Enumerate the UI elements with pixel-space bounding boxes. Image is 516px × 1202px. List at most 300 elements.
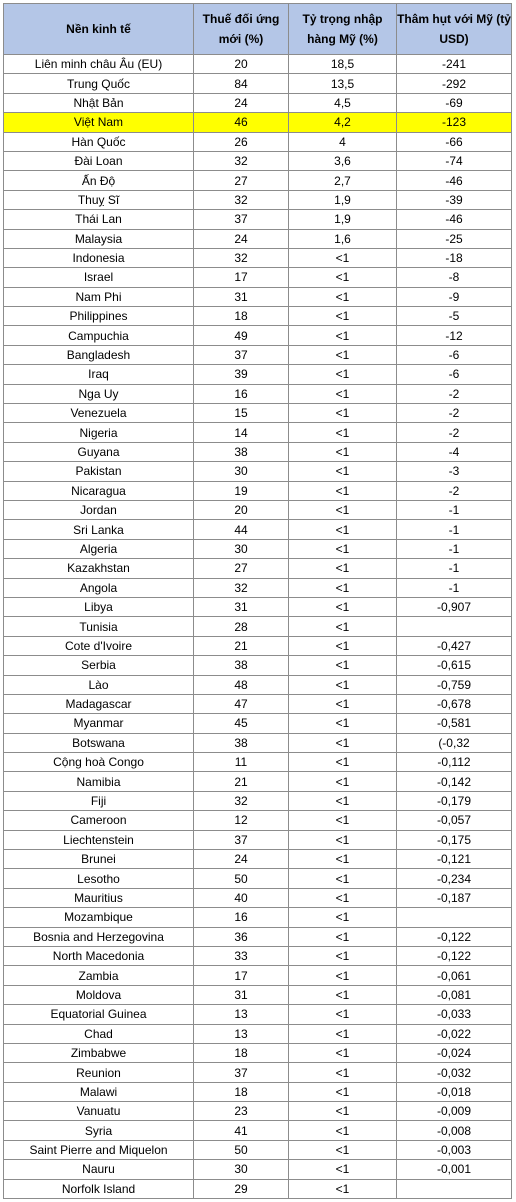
cell-economy: Serbia (4, 656, 194, 675)
cell-economy: Việt Nam (4, 113, 194, 132)
table-row (4, 656, 512, 675)
cell-tariff: 48 (194, 675, 289, 694)
cell-tariff: 45 (194, 714, 289, 733)
cell-economy: Lesotho (4, 869, 194, 888)
cell-tariff: 29 (194, 1179, 289, 1198)
cell-tariff: 38 (194, 442, 289, 461)
cell-import-share: <1 (289, 675, 397, 694)
cell-import-share: <1 (289, 1005, 397, 1024)
table-row (4, 1043, 512, 1062)
cell-deficit: -46 (397, 171, 512, 190)
cell-tariff: 30 (194, 462, 289, 481)
table-row (4, 539, 512, 558)
cell-economy: Cộng hoà Congo (4, 753, 194, 772)
cell-economy: Tunisia (4, 617, 194, 636)
table-row (4, 927, 512, 946)
cell-economy: Brunei (4, 850, 194, 869)
table-row (4, 636, 512, 655)
cell-deficit: -0,907 (397, 597, 512, 616)
cell-import-share: <1 (289, 539, 397, 558)
table-row (4, 210, 512, 229)
cell-deficit: -0,024 (397, 1043, 512, 1062)
cell-tariff: 32 (194, 578, 289, 597)
cell-deficit: -0,009 (397, 1102, 512, 1121)
cell-economy: Nauru (4, 1160, 194, 1179)
cell-import-share: <1 (289, 597, 397, 616)
cell-deficit: -0,678 (397, 694, 512, 713)
table-row (4, 811, 512, 830)
cell-economy: Myanmar (4, 714, 194, 733)
cell-deficit: -2 (397, 481, 512, 500)
cell-deficit: -39 (397, 190, 512, 209)
cell-tariff: 44 (194, 520, 289, 539)
cell-import-share: 4 (289, 132, 397, 151)
cell-economy: Israel (4, 268, 194, 287)
cell-economy: Kazakhstan (4, 559, 194, 578)
cell-deficit: -9 (397, 287, 512, 306)
cell-deficit: -123 (397, 113, 512, 132)
table-row (4, 1140, 512, 1159)
cell-import-share: <1 (289, 985, 397, 1004)
table-row (4, 132, 512, 151)
cell-import-share: <1 (289, 1024, 397, 1043)
cell-tariff: 33 (194, 946, 289, 965)
cell-economy: Nhật Bản (4, 93, 194, 112)
table-row (4, 753, 512, 772)
cell-import-share: <1 (289, 520, 397, 539)
cell-economy: Jordan (4, 500, 194, 519)
table-row (4, 772, 512, 791)
cell-economy: Madagascar (4, 694, 194, 713)
table-row (4, 850, 512, 869)
cell-deficit: -2 (397, 384, 512, 403)
cell-import-share: <1 (289, 1179, 397, 1198)
cell-deficit: -1 (397, 539, 512, 558)
cell-economy: Pakistan (4, 462, 194, 481)
cell-tariff: 32 (194, 791, 289, 810)
cell-economy: Chad (4, 1024, 194, 1043)
cell-economy: Nigeria (4, 423, 194, 442)
table-row (4, 229, 512, 248)
cell-tariff: 24 (194, 229, 289, 248)
cell-tariff: 38 (194, 656, 289, 675)
cell-import-share: <1 (289, 772, 397, 791)
cell-economy: Thuỵ Sĩ (4, 190, 194, 209)
cell-deficit: -8 (397, 268, 512, 287)
cell-tariff: 32 (194, 190, 289, 209)
cell-deficit: -241 (397, 55, 512, 74)
cell-tariff: 50 (194, 1140, 289, 1159)
cell-tariff: 21 (194, 636, 289, 655)
cell-tariff: 32 (194, 151, 289, 170)
cell-import-share: 18,5 (289, 55, 397, 74)
cell-tariff: 20 (194, 55, 289, 74)
header-tariff: Thuế đối ứng mới (%) (194, 4, 289, 55)
cell-import-share: <1 (289, 1102, 397, 1121)
table-row (4, 946, 512, 965)
cell-deficit: -0,615 (397, 656, 512, 675)
cell-economy: Ấn Độ (4, 171, 194, 190)
cell-deficit: -0,175 (397, 830, 512, 849)
cell-tariff: 26 (194, 132, 289, 151)
cell-economy: Cameroon (4, 811, 194, 830)
cell-deficit: -0,001 (397, 1160, 512, 1179)
cell-import-share: <1 (289, 927, 397, 946)
cell-economy: Philippines (4, 307, 194, 326)
table-row (4, 1063, 512, 1082)
table-row (4, 675, 512, 694)
table-row (4, 442, 512, 461)
table-row (4, 908, 512, 927)
cell-import-share: <1 (289, 869, 397, 888)
cell-import-share: <1 (289, 287, 397, 306)
cell-tariff: 17 (194, 268, 289, 287)
cell-tariff: 27 (194, 559, 289, 578)
cell-import-share: 4,5 (289, 93, 397, 112)
cell-tariff: 41 (194, 1121, 289, 1140)
cell-import-share: <1 (289, 733, 397, 752)
cell-deficit: -0,427 (397, 636, 512, 655)
cell-tariff: 46 (194, 113, 289, 132)
table-row (4, 74, 512, 93)
cell-deficit: -2 (397, 404, 512, 423)
cell-import-share: <1 (289, 1063, 397, 1082)
cell-import-share: <1 (289, 326, 397, 345)
cell-economy: Libya (4, 597, 194, 616)
cell-economy: Malaysia (4, 229, 194, 248)
cell-tariff: 37 (194, 830, 289, 849)
cell-import-share: <1 (289, 753, 397, 772)
table-row (4, 559, 512, 578)
cell-import-share: <1 (289, 791, 397, 810)
cell-economy: Fiji (4, 791, 194, 810)
cell-tariff: 21 (194, 772, 289, 791)
cell-import-share: <1 (289, 1160, 397, 1179)
table-row (4, 345, 512, 364)
table-row (4, 869, 512, 888)
cell-tariff: 24 (194, 850, 289, 869)
cell-deficit: -0,061 (397, 966, 512, 985)
cell-import-share: <1 (289, 384, 397, 403)
cell-economy: Mozambique (4, 908, 194, 927)
table-header (4, 4, 512, 55)
cell-import-share: <1 (289, 268, 397, 287)
cell-deficit: -12 (397, 326, 512, 345)
cell-deficit: -0,033 (397, 1005, 512, 1024)
cell-economy: Trung Quốc (4, 74, 194, 93)
cell-tariff: 23 (194, 1102, 289, 1121)
cell-tariff: 24 (194, 93, 289, 112)
table-row (4, 694, 512, 713)
table-row (4, 287, 512, 306)
cell-economy: Vanuatu (4, 1102, 194, 1121)
tariff-table (3, 3, 512, 1199)
cell-economy: Algeria (4, 539, 194, 558)
cell-import-share: <1 (289, 694, 397, 713)
cell-economy: Syria (4, 1121, 194, 1140)
table-row (4, 1121, 512, 1140)
cell-tariff: 13 (194, 1024, 289, 1043)
table-row (4, 55, 512, 74)
cell-import-share: 3,6 (289, 151, 397, 170)
table-body (4, 55, 512, 1199)
cell-economy: Hàn Quốc (4, 132, 194, 151)
cell-economy: Norfolk Island (4, 1179, 194, 1198)
cell-economy: Liechtenstein (4, 830, 194, 849)
cell-deficit: -0,081 (397, 985, 512, 1004)
cell-tariff: 84 (194, 74, 289, 93)
table-row (4, 830, 512, 849)
cell-import-share: <1 (289, 908, 397, 927)
table-row (4, 171, 512, 190)
cell-deficit (397, 1179, 512, 1198)
cell-tariff: 28 (194, 617, 289, 636)
cell-import-share: <1 (289, 500, 397, 519)
table-row (4, 113, 512, 132)
cell-economy: Mauritius (4, 888, 194, 907)
cell-deficit: -0,234 (397, 869, 512, 888)
cell-import-share: <1 (289, 656, 397, 675)
cell-tariff: 16 (194, 908, 289, 927)
table-row (4, 268, 512, 287)
cell-economy: Thái Lan (4, 210, 194, 229)
cell-deficit: -1 (397, 578, 512, 597)
cell-deficit (397, 908, 512, 927)
cell-deficit: -0,122 (397, 927, 512, 946)
cell-import-share: <1 (289, 966, 397, 985)
cell-import-share: <1 (289, 559, 397, 578)
table-row (4, 151, 512, 170)
table-row (4, 307, 512, 326)
cell-import-share: 1,9 (289, 210, 397, 229)
table-row (4, 190, 512, 209)
cell-deficit: -1 (397, 520, 512, 539)
cell-import-share: <1 (289, 811, 397, 830)
cell-economy: Nicaragua (4, 481, 194, 500)
cell-economy: Guyana (4, 442, 194, 461)
cell-import-share: <1 (289, 850, 397, 869)
cell-economy: Bosnia and Herzegovina (4, 927, 194, 946)
cell-tariff: 37 (194, 210, 289, 229)
cell-import-share: <1 (289, 442, 397, 461)
cell-tariff: 18 (194, 307, 289, 326)
cell-economy: Botswana (4, 733, 194, 752)
cell-import-share: <1 (289, 307, 397, 326)
cell-import-share: <1 (289, 462, 397, 481)
cell-import-share: <1 (289, 617, 397, 636)
table-row (4, 985, 512, 1004)
cell-deficit: -4 (397, 442, 512, 461)
cell-deficit: -25 (397, 229, 512, 248)
cell-tariff: 19 (194, 481, 289, 500)
cell-tariff: 39 (194, 365, 289, 384)
table-row (4, 462, 512, 481)
cell-economy: Zimbabwe (4, 1043, 194, 1062)
cell-economy: Nga Uy (4, 384, 194, 403)
header-deficit: Thâm hụt với Mỹ (tỷ USD) (397, 4, 512, 55)
cell-tariff: 37 (194, 1063, 289, 1082)
cell-tariff: 31 (194, 985, 289, 1004)
cell-deficit: -0,032 (397, 1063, 512, 1082)
cell-deficit: -2 (397, 423, 512, 442)
header-import-share: Tỷ trọng nhập hàng Mỹ (%) (289, 4, 397, 55)
cell-deficit: -46 (397, 210, 512, 229)
cell-economy: Zambia (4, 966, 194, 985)
cell-import-share: <1 (289, 248, 397, 267)
table-row (4, 93, 512, 112)
cell-import-share: 4,2 (289, 113, 397, 132)
cell-economy: Bangladesh (4, 345, 194, 364)
cell-deficit: (-0,32 (397, 733, 512, 752)
cell-tariff: 38 (194, 733, 289, 752)
cell-tariff: 30 (194, 539, 289, 558)
cell-tariff: 11 (194, 753, 289, 772)
cell-deficit: -0,187 (397, 888, 512, 907)
table-row (4, 1102, 512, 1121)
cell-tariff: 30 (194, 1160, 289, 1179)
cell-tariff: 14 (194, 423, 289, 442)
cell-economy: Đài Loan (4, 151, 194, 170)
cell-tariff: 13 (194, 1005, 289, 1024)
cell-deficit: -66 (397, 132, 512, 151)
cell-import-share: <1 (289, 404, 397, 423)
cell-economy: Venezuela (4, 404, 194, 423)
cell-tariff: 12 (194, 811, 289, 830)
cell-economy: Moldova (4, 985, 194, 1004)
cell-tariff: 20 (194, 500, 289, 519)
table-row (4, 481, 512, 500)
cell-economy: Nam Phi (4, 287, 194, 306)
cell-import-share: <1 (289, 1082, 397, 1101)
table-row (4, 1160, 512, 1179)
cell-economy: Reunion (4, 1063, 194, 1082)
cell-tariff: 49 (194, 326, 289, 345)
cell-import-share: <1 (289, 1121, 397, 1140)
cell-deficit: -0,759 (397, 675, 512, 694)
cell-economy: Liên minh châu Âu (EU) (4, 55, 194, 74)
cell-tariff: 18 (194, 1043, 289, 1062)
cell-import-share: 1,9 (289, 190, 397, 209)
cell-tariff: 36 (194, 927, 289, 946)
cell-economy: Sri Lanka (4, 520, 194, 539)
table-row (4, 365, 512, 384)
cell-deficit: -0,581 (397, 714, 512, 733)
cell-deficit: -0,122 (397, 946, 512, 965)
cell-deficit: -0,018 (397, 1082, 512, 1101)
cell-import-share: <1 (289, 481, 397, 500)
cell-tariff: 40 (194, 888, 289, 907)
cell-economy: Angola (4, 578, 194, 597)
cell-tariff: 31 (194, 287, 289, 306)
cell-import-share: 2,7 (289, 171, 397, 190)
cell-economy: Malawi (4, 1082, 194, 1101)
cell-economy: Campuchia (4, 326, 194, 345)
cell-economy: Equatorial Guinea (4, 1005, 194, 1024)
cell-deficit (397, 617, 512, 636)
cell-tariff: 31 (194, 597, 289, 616)
table-row (4, 791, 512, 810)
cell-tariff: 47 (194, 694, 289, 713)
cell-import-share: <1 (289, 1140, 397, 1159)
cell-economy: Cote d'Ivoire (4, 636, 194, 655)
table-row (4, 384, 512, 403)
cell-economy: Indonesia (4, 248, 194, 267)
cell-tariff: 15 (194, 404, 289, 423)
table-row (4, 733, 512, 752)
cell-deficit: -0,179 (397, 791, 512, 810)
cell-economy: Namibia (4, 772, 194, 791)
cell-import-share: <1 (289, 636, 397, 655)
cell-import-share: <1 (289, 714, 397, 733)
table-row (4, 404, 512, 423)
cell-deficit: -0,008 (397, 1121, 512, 1140)
cell-import-share: <1 (289, 946, 397, 965)
table-row (4, 248, 512, 267)
cell-tariff: 27 (194, 171, 289, 190)
table-row (4, 520, 512, 539)
cell-tariff: 50 (194, 869, 289, 888)
cell-tariff: 32 (194, 248, 289, 267)
cell-import-share: <1 (289, 423, 397, 442)
cell-tariff: 17 (194, 966, 289, 985)
cell-economy: Saint Pierre and Miquelon (4, 1140, 194, 1159)
cell-import-share: 1,6 (289, 229, 397, 248)
cell-import-share: 13,5 (289, 74, 397, 93)
cell-deficit: -0,142 (397, 772, 512, 791)
cell-deficit: -3 (397, 462, 512, 481)
cell-deficit: -5 (397, 307, 512, 326)
cell-deficit: -0,057 (397, 811, 512, 830)
cell-deficit: -0,003 (397, 1140, 512, 1159)
cell-deficit: -69 (397, 93, 512, 112)
cell-import-share: <1 (289, 1043, 397, 1062)
cell-deficit: -6 (397, 345, 512, 364)
cell-economy: Lào (4, 675, 194, 694)
header-economy: Nền kinh tế (4, 4, 194, 55)
table-row (4, 578, 512, 597)
table-row (4, 1082, 512, 1101)
cell-deficit: -1 (397, 559, 512, 578)
header-row (4, 4, 512, 55)
table-row (4, 617, 512, 636)
cell-deficit: -0,121 (397, 850, 512, 869)
table-row (4, 1179, 512, 1198)
cell-deficit: -0,022 (397, 1024, 512, 1043)
table-row (4, 714, 512, 733)
cell-tariff: 37 (194, 345, 289, 364)
table-row (4, 326, 512, 345)
cell-deficit: -1 (397, 500, 512, 519)
table-row (4, 1024, 512, 1043)
cell-deficit: -0,112 (397, 753, 512, 772)
table-row (4, 888, 512, 907)
table-row (4, 1005, 512, 1024)
table-row (4, 423, 512, 442)
table-row (4, 966, 512, 985)
cell-deficit: -6 (397, 365, 512, 384)
cell-import-share: <1 (289, 888, 397, 907)
table-row (4, 597, 512, 616)
cell-import-share: <1 (289, 365, 397, 384)
cell-import-share: <1 (289, 578, 397, 597)
cell-economy: North Macedonia (4, 946, 194, 965)
cell-import-share: <1 (289, 830, 397, 849)
cell-tariff: 18 (194, 1082, 289, 1101)
cell-economy: Iraq (4, 365, 194, 384)
cell-deficit: -292 (397, 74, 512, 93)
cell-tariff: 16 (194, 384, 289, 403)
cell-import-share: <1 (289, 345, 397, 364)
